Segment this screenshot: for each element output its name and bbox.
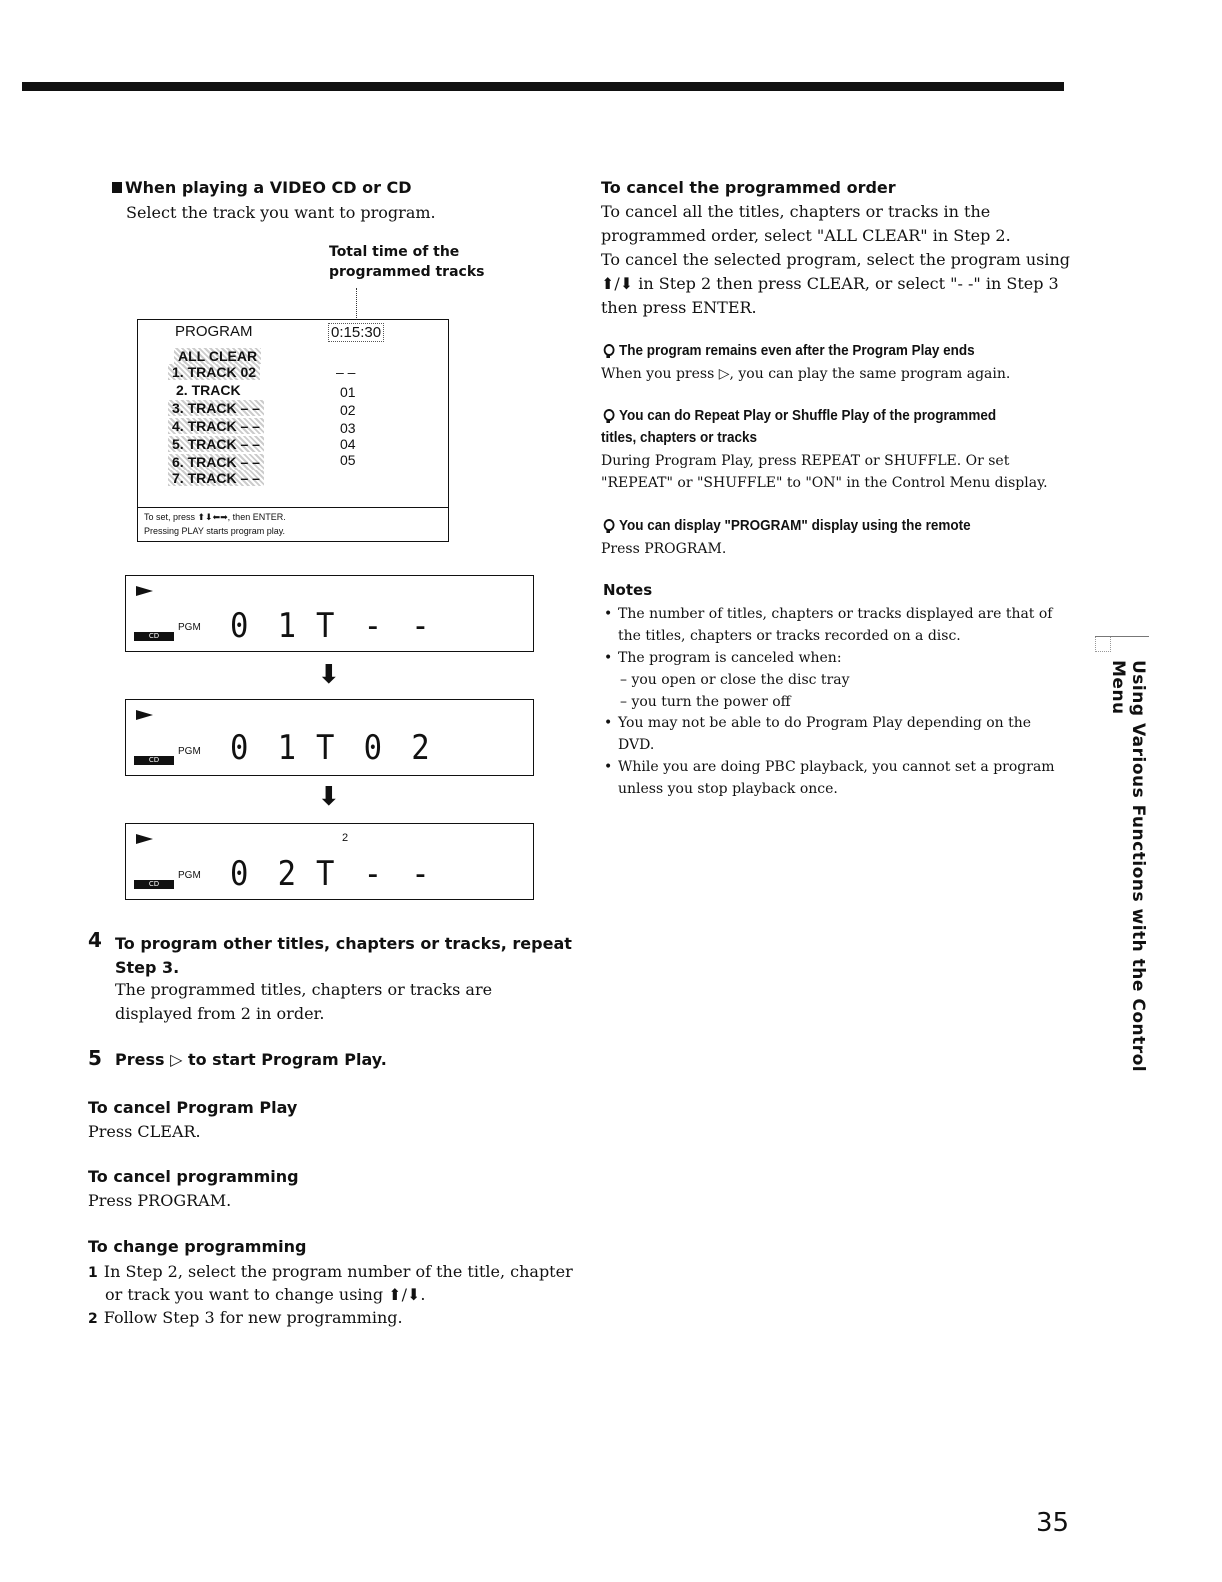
change-programming-heading: To change programming — [88, 1237, 307, 1256]
cancel-programming-heading: To cancel programming — [88, 1167, 299, 1186]
lightbulb-icon — [601, 406, 615, 422]
step-4-number: 4 — [88, 928, 102, 952]
step-5-title: Press ▷ to start Program Play. — [115, 1050, 387, 1069]
callout-line-2: programmed tracks — [329, 264, 485, 280]
osd-hint-play: Pressing PLAY starts program play. — [144, 526, 286, 536]
change-step-2 — [88, 1306, 403, 1331]
osd-row-7-value: – – — [240, 470, 260, 486]
tip-3-heading-text: You can display "PROGRAM" display using the remote — [619, 517, 971, 534]
lightbulb-icon — [601, 516, 615, 532]
note-4-line-1: • While you are doing PBC playback, you cannot set a program — [618, 756, 1055, 778]
side-tab-marker — [1095, 636, 1149, 651]
program-osd-screen — [137, 319, 449, 542]
tip-2-heading — [601, 405, 996, 427]
cancel-order-line-3: To cancel the selected program, select the program using — [601, 250, 1071, 269]
tip-3-heading — [601, 515, 971, 537]
video-cd-heading-text: When playing a VIDEO CD or CD — [125, 178, 412, 197]
note-3 — [618, 712, 1031, 756]
note-3-line-1: • You may not be able to do Program Play depending on the — [618, 712, 1031, 734]
osd-row-7-label: 7. TRACK — [172, 470, 237, 486]
cancel-order-line-5: then press ENTER. — [601, 298, 757, 317]
video-cd-intro: Select the track you want to program. — [126, 203, 436, 222]
osd-row-2 — [176, 382, 241, 398]
osd-row-all-clear: ALL CLEAR — [174, 348, 261, 364]
front-display-2 — [125, 699, 534, 776]
change-step-2-number: 2 — [88, 1311, 98, 1327]
tip-2-text — [601, 450, 1048, 494]
program-number-display: 0 2 — [230, 854, 302, 894]
lightbulb-icon — [601, 341, 615, 357]
osd-row-2-label: 2. TRACK — [176, 382, 241, 398]
play-indicator-icon — [136, 710, 153, 720]
osd-row-5-value: – – — [240, 436, 260, 452]
callout-line-1: Total time of the — [329, 244, 460, 260]
notes-heading: Notes — [603, 581, 653, 599]
step-4-title — [115, 932, 572, 980]
osd-row-3 — [168, 400, 264, 416]
note-1-line-2: the titles, chapters or tracks recorded on a disc. — [618, 628, 961, 644]
front-display-1 — [125, 575, 534, 652]
front-display-3 — [125, 823, 534, 900]
cancel-order-line-2: programmed order, select "ALL CLEAR" in Step 2. — [601, 226, 1011, 245]
cancel-programming-text: Press PROGRAM. — [88, 1191, 232, 1210]
tip-1-text: When you press ▷, you can play the same program again. — [601, 366, 1011, 382]
osd-hint-set: To set, press ⬆⬇⬅➡, then ENTER. — [144, 512, 286, 522]
osd-divider — [138, 507, 448, 508]
osd-row-3-value: – – — [240, 400, 260, 416]
osd-row-4-value: – – — [240, 418, 260, 434]
cancel-order-line-4: ⬆/⬇ in Step 2 then press CLEAR, or select "- -" in Step 3 — [601, 274, 1059, 293]
osd-number-2: 02 — [340, 402, 356, 418]
note-2-sub-1: – you open or close the disc tray — [620, 672, 850, 688]
cancel-order-text — [601, 200, 1070, 320]
osd-row-4-label: 4. TRACK — [172, 418, 237, 434]
osd-row-3-label: 3. TRACK — [172, 400, 237, 416]
osd-number-3: 03 — [340, 420, 356, 436]
program-number-display: 0 1 — [230, 728, 302, 768]
osd-number-5: 05 — [340, 452, 356, 468]
note-4-line-2: unless you stop playback once. — [618, 781, 838, 797]
cd-badge: CD — [134, 880, 174, 889]
track-number-display: T - - — [316, 854, 436, 894]
tip-1-heading — [601, 340, 975, 362]
tip-2-heading-line-2: titles, chapters or tracks — [601, 429, 758, 446]
tip-1-heading-text: The program remains even after the Program Play ends — [619, 342, 975, 359]
note-2-sub-2: – you turn the power off — [620, 694, 791, 710]
cd-badge: CD — [134, 632, 174, 641]
cancel-order-heading: To cancel the programmed order — [601, 178, 896, 197]
total-time-callout — [329, 242, 484, 282]
video-cd-heading — [112, 178, 412, 197]
osd-row-6 — [168, 454, 264, 470]
osd-number-1: 01 — [340, 384, 356, 400]
program-number-display: 0 1 — [230, 606, 302, 646]
change-step-1-line-1: In Step 2, select the program number of the title, chapter — [103, 1262, 573, 1281]
osd-number-4: 04 — [340, 436, 356, 452]
tip-2-heading-line-1: You can do Repeat Play or Shuffle Play of the programmed — [619, 407, 997, 424]
track-number-display: T - - — [316, 606, 436, 646]
square-bullet-icon — [112, 182, 122, 193]
step-4-text-line-1: The programmed titles, chapters or tracks are — [115, 980, 493, 999]
side-section-label-text: Using Various Functions with the Control Menu — [1108, 660, 1148, 1073]
osd-total-time: 0:15:30 — [328, 323, 384, 342]
tip-3-text: Press PROGRAM. — [601, 541, 727, 557]
note-3-line-2: DVD. — [618, 737, 655, 753]
down-arrow-icon: ⬇ — [318, 660, 340, 690]
play-indicator-icon — [136, 586, 153, 596]
down-arrow-icon: ⬇ — [318, 782, 340, 812]
osd-row-4 — [168, 418, 264, 434]
osd-row-1: 1. TRACK 02 — [168, 364, 260, 380]
osd-row-6-label: 6. TRACK — [172, 454, 237, 470]
change-step-1 — [88, 1260, 573, 1285]
osd-row-5 — [168, 436, 264, 452]
cancel-play-heading: To cancel Program Play — [88, 1098, 298, 1117]
tip-2-text-line-2: "REPEAT" or "SHUFFLE" to "ON" in the Control Menu display. — [601, 475, 1048, 491]
osd-row-6-value: – – — [240, 454, 260, 470]
osd-title: PROGRAM — [175, 323, 253, 340]
change-step-2-text: Follow Step 3 for new programming. — [103, 1308, 403, 1327]
tip-2-text-line-1: During Program Play, press REPEAT or SHUFFLE. Or set — [601, 453, 1010, 469]
pgm-indicator: PGM — [178, 746, 201, 757]
cancel-play-text: Press CLEAR. — [88, 1122, 201, 1141]
change-step-1-number: 1 — [88, 1265, 98, 1281]
note-2 — [618, 647, 850, 713]
cancel-order-line-1: To cancel all the titles, chapters or tracks in the — [601, 202, 991, 221]
step-4-text-line-2: displayed from 2 in order. — [115, 1004, 325, 1023]
pgm-indicator: PGM — [178, 622, 201, 633]
pgm-indicator: PGM — [178, 870, 201, 881]
note-1 — [618, 603, 1053, 647]
note-2-text: • The program is canceled when: — [618, 647, 850, 669]
note-1-line-1: • The number of titles, chapters or tracks displayed are that of — [618, 603, 1053, 625]
cd-badge: CD — [134, 756, 174, 765]
step-4-title-line-2: Step 3. — [115, 958, 180, 977]
step-4-title-line-1: To program other titles, chapters or tracks, repeat — [115, 934, 572, 953]
page-number: 35 — [1036, 1508, 1070, 1538]
step-5-number: 5 — [88, 1046, 102, 1070]
header-rule — [22, 82, 1064, 91]
step-4-text — [115, 978, 492, 1026]
play-indicator-icon — [136, 834, 153, 844]
note-4 — [618, 756, 1055, 800]
osd-row-7 — [168, 470, 264, 486]
program-index-display: 2 — [342, 832, 349, 844]
callout-leader-line — [356, 288, 357, 320]
side-section-label — [1108, 660, 1148, 1100]
osd-number-blank: – – — [336, 364, 356, 380]
change-step-1-line-2: or track you want to change using ⬆/⬇. — [105, 1285, 426, 1304]
track-number-display: T 0 2 — [316, 728, 436, 768]
osd-row-5-label: 5. TRACK — [172, 436, 237, 452]
